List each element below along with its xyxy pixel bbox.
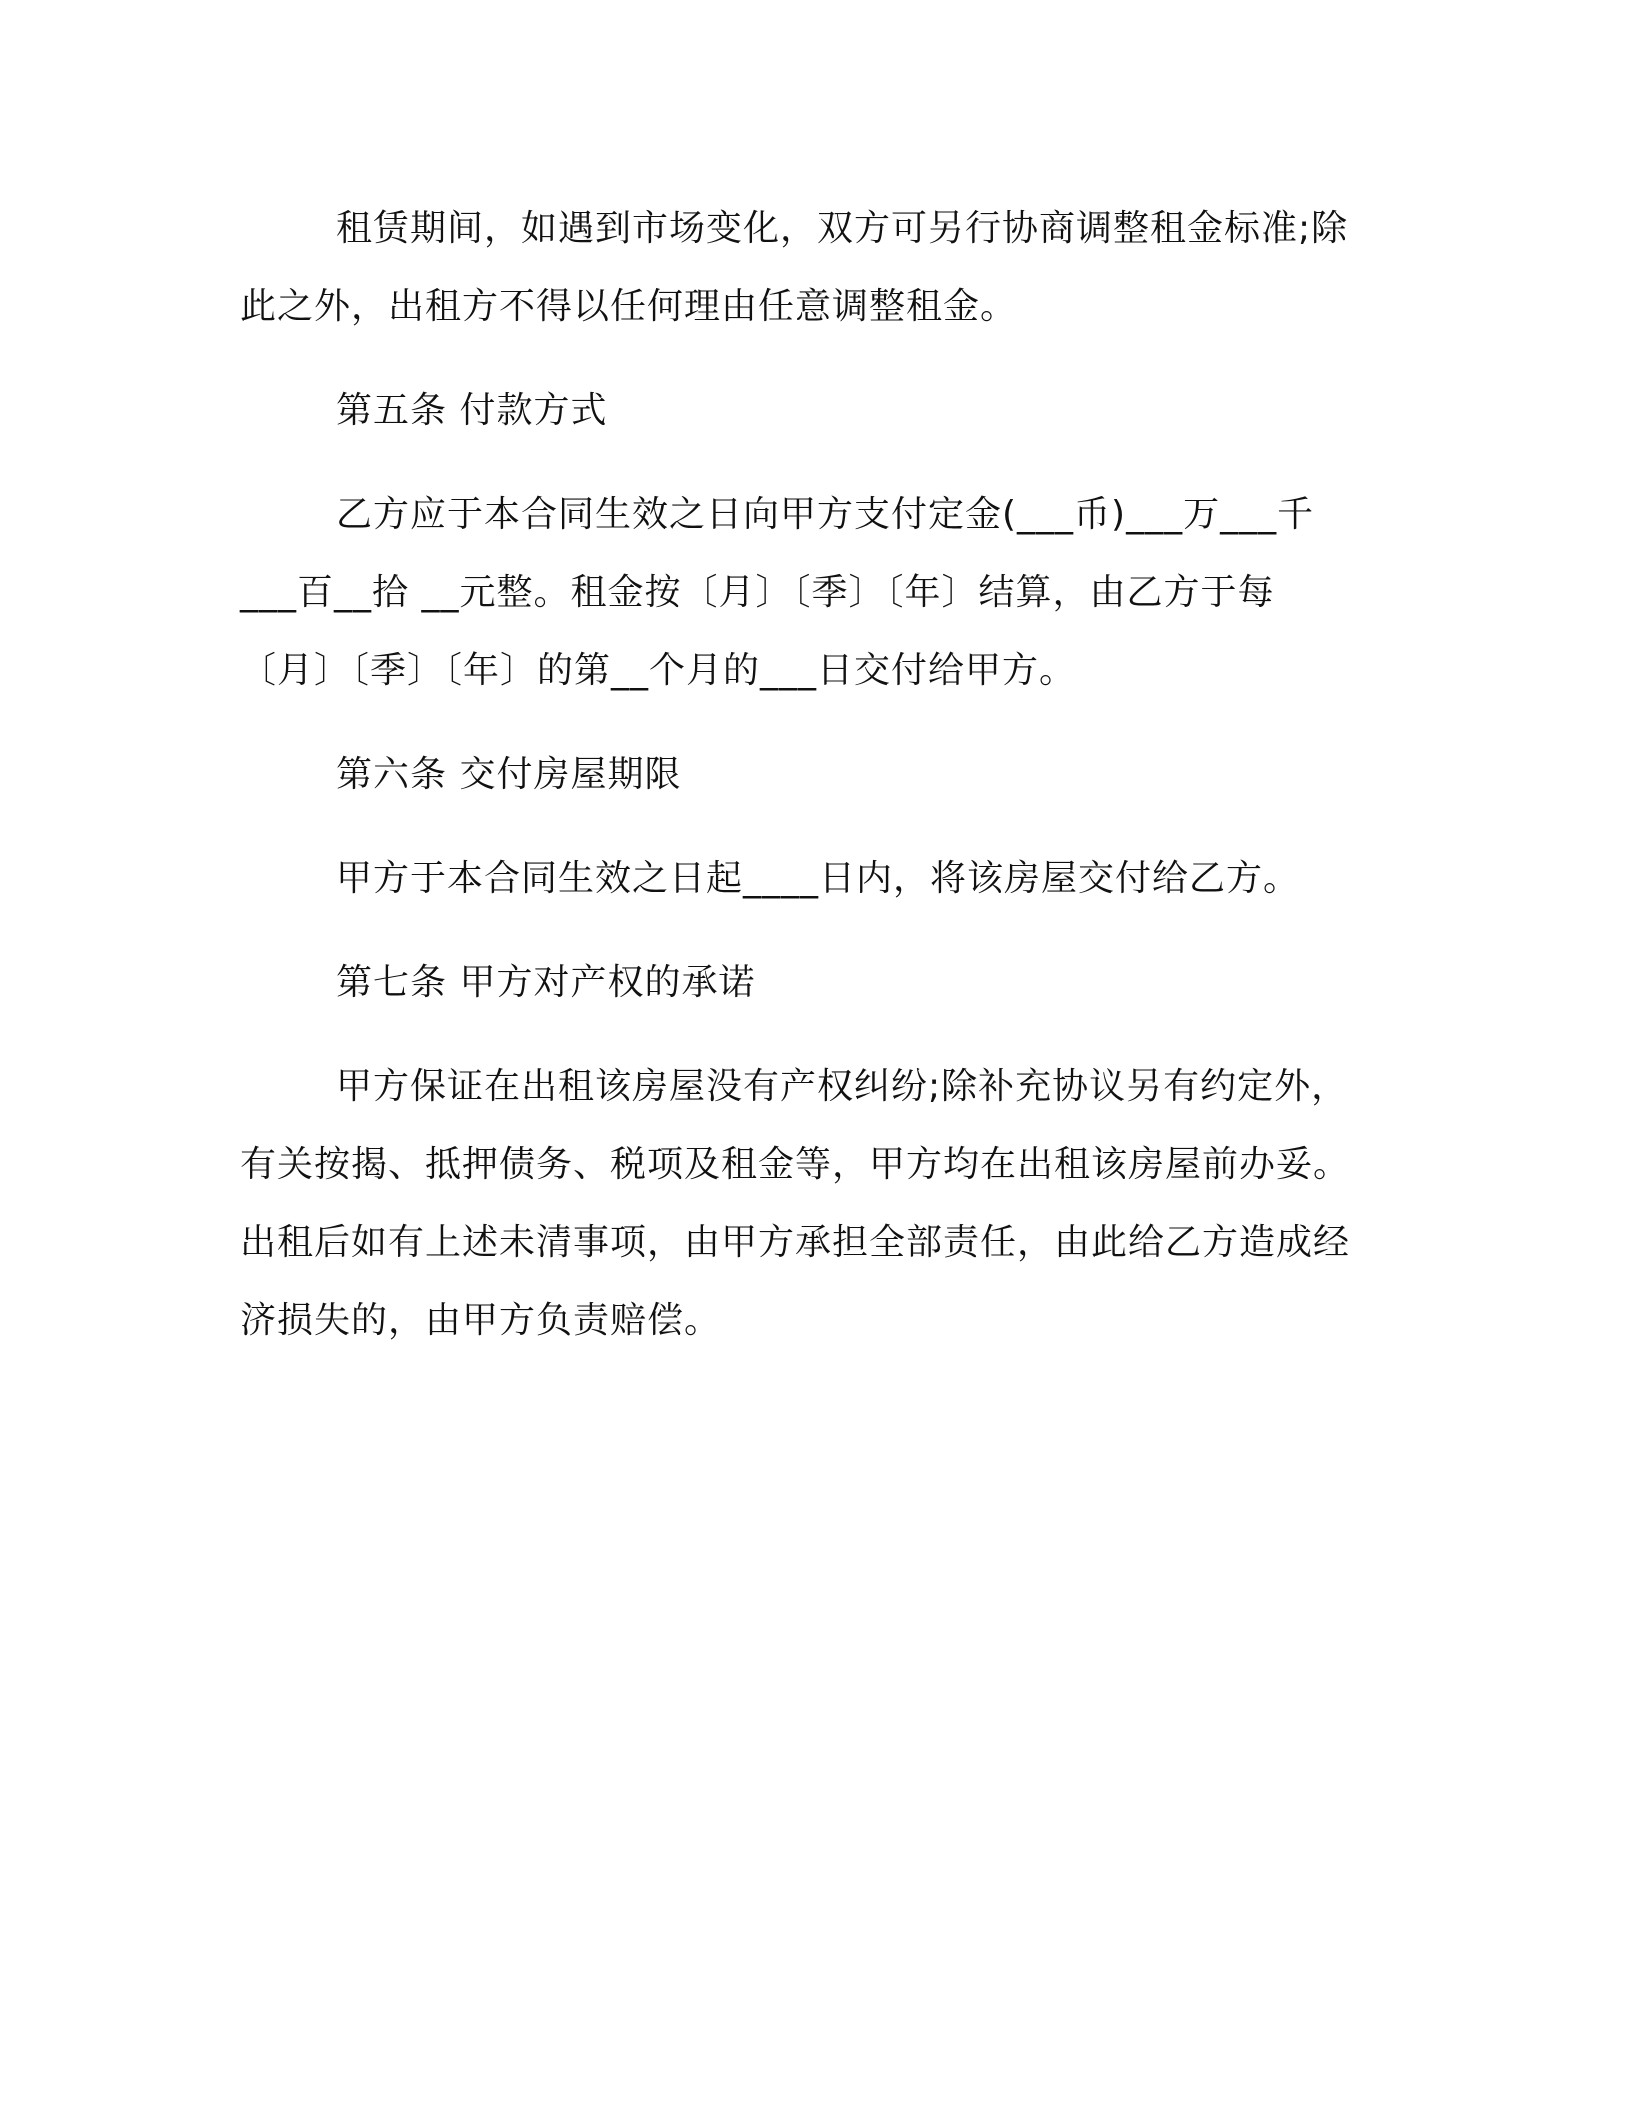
article-heading-5: 第五条 付款方式 [336,390,608,431]
paragraph-property-rights-commitment [240,1048,1360,1360]
paragraph-delivery-deadline [240,840,1360,918]
paragraph-line [240,840,1360,918]
text-line: 有关按揭、抵押债务、税项及租金等，甲方均在出租该房屋前办妥。 [240,1144,1351,1185]
paragraph-line [240,632,1360,710]
paragraph-line [240,1204,1360,1282]
paragraph-rent-adjustment [240,190,1360,346]
text-line: 甲方保证在出租该房屋没有产权纠纷;除补充协议另有约定外， [336,1066,1349,1107]
paragraph-line [240,1282,1360,1360]
text-line: 乙方应于本合同生效之日向甲方支付定金(___币)___万___千 [336,494,1315,535]
paragraph-line [240,554,1360,632]
text-line: 〔月〕〔季〕〔年〕的第__个月的___日交付给甲方。 [240,650,1077,691]
paragraph-line [240,1126,1360,1204]
text-line: 济损失的，由甲方负责赔偿。 [240,1300,722,1341]
text-line: 甲方于本合同生效之日起____日内，将该房屋交付给乙方。 [336,858,1301,899]
paragraph-payment-method [240,476,1360,710]
article-heading-6: 第六条 交付房屋期限 [336,754,682,795]
paragraph-line [240,1048,1360,1126]
article-heading-7: 第七条 甲方对产权的承诺 [336,962,756,1003]
text-line: 出租后如有上述未清事项，由甲方承担全部责任，由此给乙方造成经 [240,1222,1351,1263]
paragraph-line [240,476,1360,554]
text-line: ___百__拾 __元整。租金按〔月〕〔季〕〔年〕结算，由乙方于每 [240,572,1275,613]
text-line: 此之外，出租方不得以任何理由任意调整租金。 [240,286,1018,327]
text-line: 租赁期间，如遇到市场变化，双方可另行协商调整租金标准;除 [336,208,1349,249]
paragraph-line [240,268,1360,346]
document-page [240,190,1360,1360]
paragraph-line [240,190,1360,268]
